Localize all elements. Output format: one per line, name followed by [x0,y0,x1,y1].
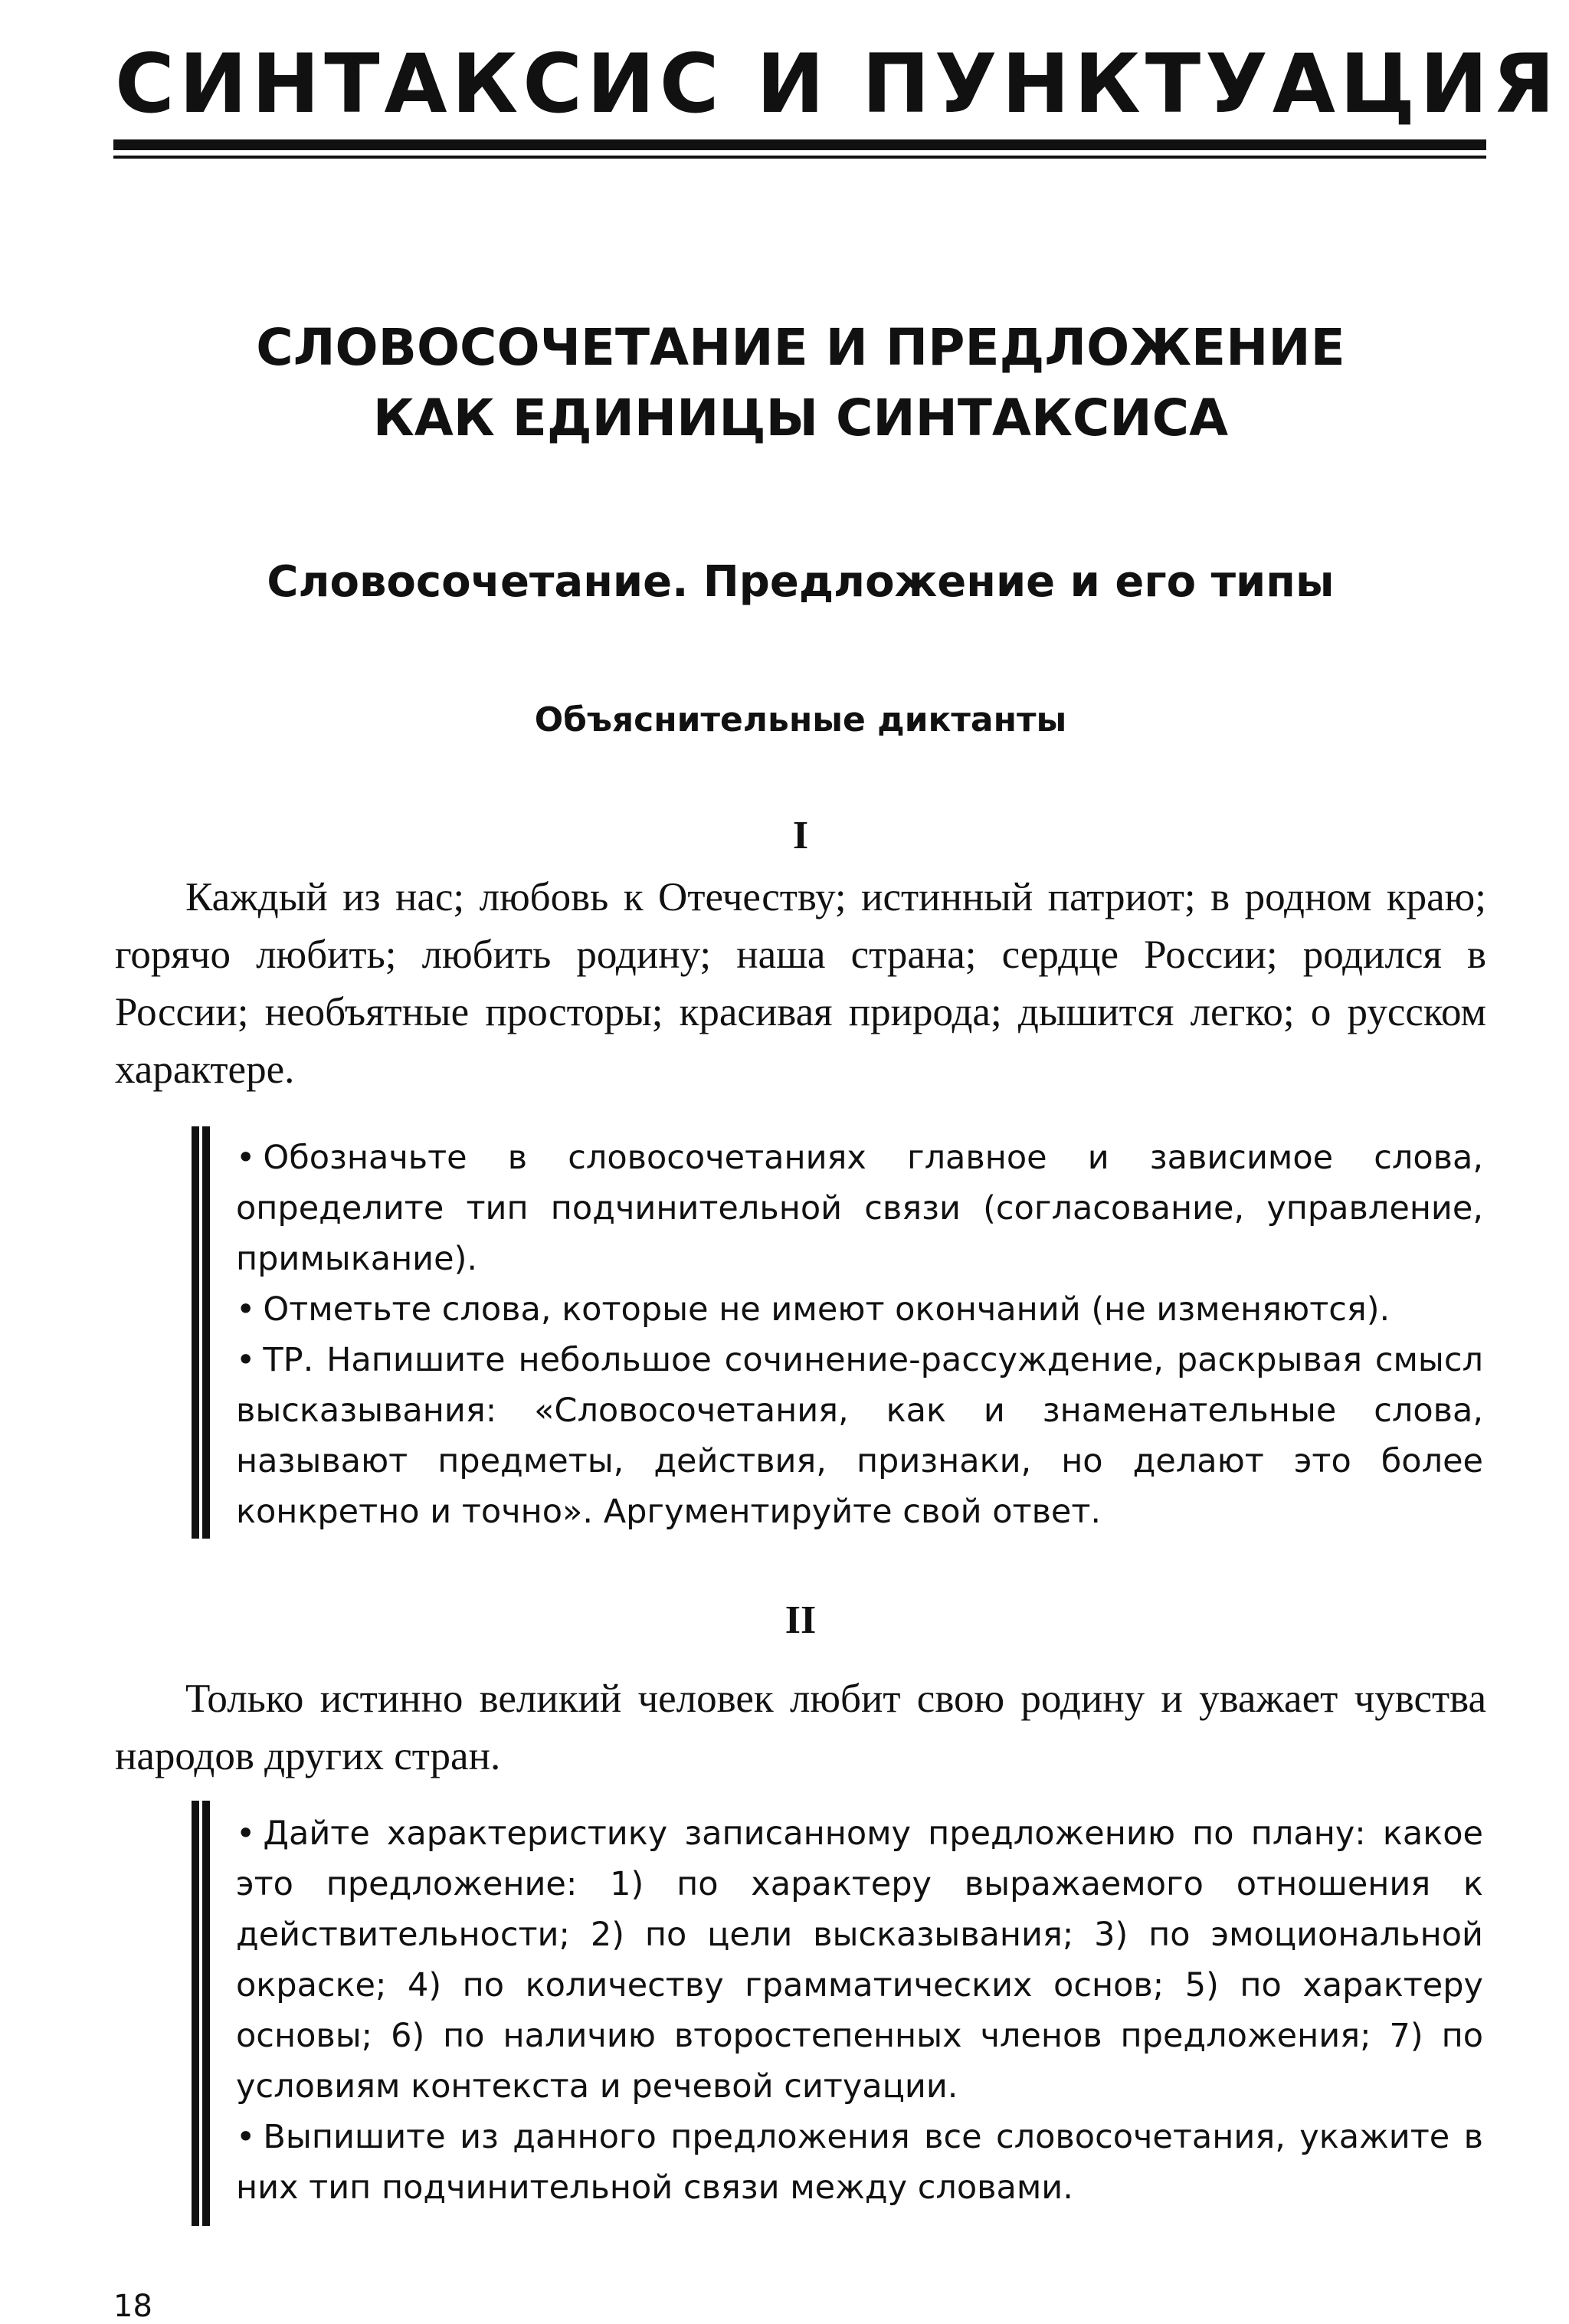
task-item [236,1132,1483,1284]
task-item [236,1808,1483,2112]
bullet-icon: • [236,1341,256,1379]
task-item [236,1284,1483,1335]
bullet-icon: • [236,1139,256,1177]
task-text: Отметьте слова, которые не имеют окончаний (не изменяются). [263,1290,1390,1329]
running-title: СИНТАКСИС И ПУНКТУАЦИЯ [115,37,1560,131]
task-text: Дайте характеристику записанному предложению по плану: какое это предложение: 1) по характеру выражаемого отношения к действительности; 2) по цели высказывания; 3) по эмоциональной окраске; 4) по количеству грамматических основ; 5) по характеру основы; 6) по наличию второстепенных членов предложения; 7) по условиям контекста и речевой ситуации. [236,1814,1483,2106]
chapter-title-line-2: КАК ЕДИНИЦЫ СИНТАКСИСА [372,388,1229,447]
exercise-2-number: II [784,1598,817,1642]
page-number: 18 [113,2289,152,2324]
task-text: Выпишите из данного предложения все словосочетания, укажите в них тип подчинительной связи между словами. [236,2118,1483,2207]
task-text: ТР. Напишите небольшое сочинение-рассуждение, раскрывая смысл высказывания: «Словосочетания, как и знаменательные слова, называют предметы, действия, признаки, но делают это более конкретно и точно». Аргументируйте свой ответ. [236,1341,1483,1531]
task-item [236,1335,1483,1537]
exercise-2-task-bar [192,1801,199,2226]
exercise-1-task-bar-inner [202,1126,210,1539]
section-title: Словосочетание. Предложение и его типы [267,557,1335,607]
header-rule-thick [113,139,1486,150]
chapter-title [115,313,1486,454]
bullet-icon: • [236,2118,256,2156]
exercise-2-tasks [236,1808,1483,2213]
task-item [236,2112,1483,2213]
exercise-2-task-bar-inner [202,1801,210,2226]
task-text: Обозначьте в словосочетаниях главное и зависимое слова, определите тип подчинительной связи (согласование, управление, примыкание). [236,1139,1483,1278]
exercise-1-task-bar [192,1126,199,1539]
header-rule-thin [113,156,1486,159]
section-subtitle: Объяснительные диктанты [534,700,1067,739]
bullet-icon: • [236,1290,256,1329]
exercise-1-tasks [236,1132,1483,1537]
exercise-1-text: Каждый из нас; любовь к Отечеству; истинный патриот; в родном краю; горячо любить; любить родину; наша страна; сердце России; родился в России; необъятные просторы; красивая природа; дышится легко; о русском характере. [115,875,1486,1092]
bullet-icon: • [236,1814,256,1853]
exercise-1-number: I [792,814,809,857]
exercise-2-text: Только истинно великий человек любит свою родину и уважает чувства народов других стран. [115,1677,1486,1778]
chapter-title-line-1: СЛОВОСОЧЕТАНИЕ И ПРЕДЛОЖЕНИЕ [256,318,1345,377]
